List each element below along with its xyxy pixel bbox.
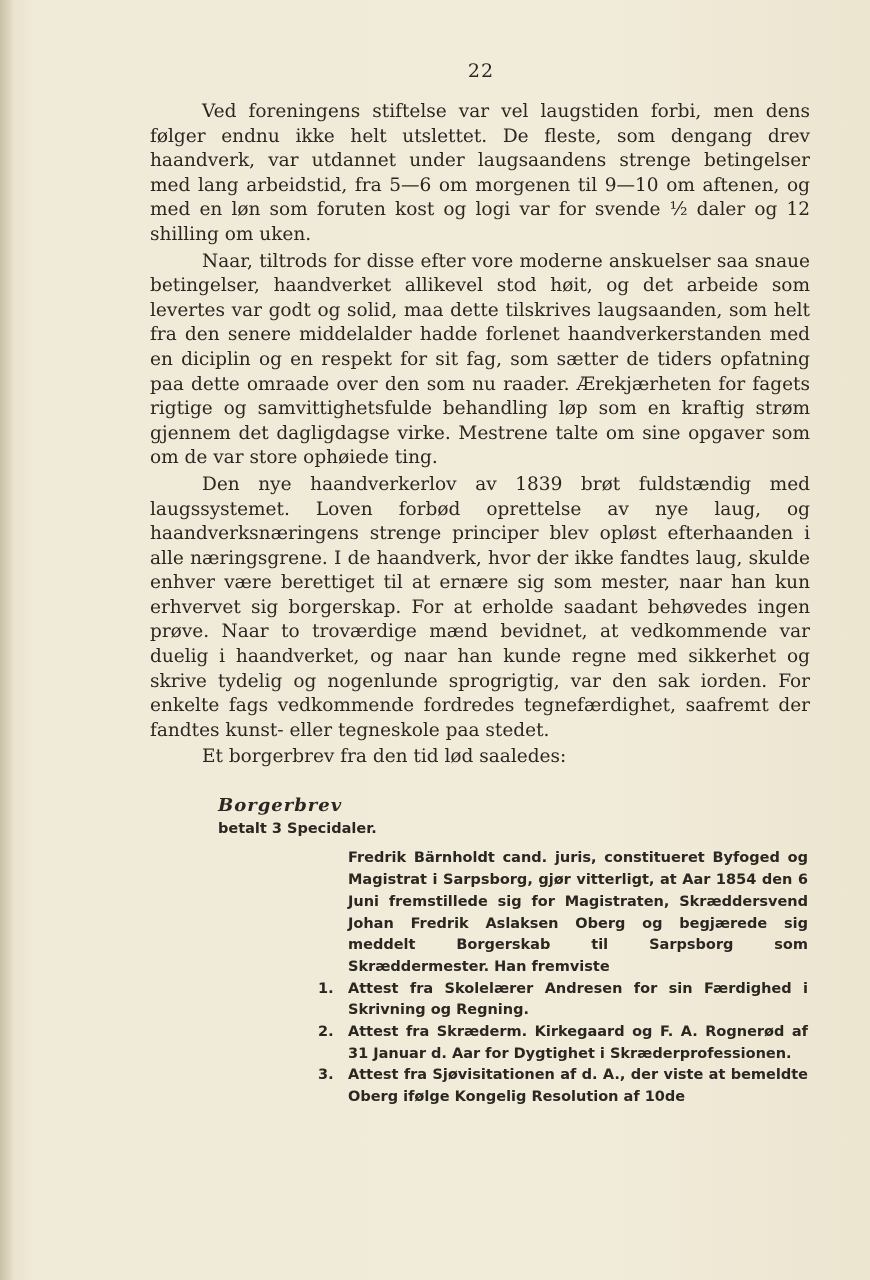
document-text: Fredrik Bärnholdt cand. juris, constitueret Byfoged og Magistrat i Sarpsborg, gjør vitterligt, at Aar 1854 den 6 Juni fremstillede sig for Magistraten, Skræddersvend Johan Fredrik Aslaksen Oberg og begjærede sig meddelt Borgerskab til Sarpsborg som Skræddermester. Han fremviste [348, 850, 808, 975]
document-title: Borgerbrev [218, 795, 343, 816]
paragraph-4: Et borgerbrev fra den tid lød saaledes: [202, 746, 567, 768]
list-item [318, 979, 808, 1022]
body-text [150, 100, 810, 770]
document-body [318, 848, 808, 1108]
attestation-list [318, 979, 808, 1109]
list-item-text: Attest fra Sjøvisitationen af d. A., der viste at bemeldte Oberg ifølge Kongelig Resolution af 10de [348, 1067, 808, 1106]
list-item-number: 2. [318, 1024, 334, 1041]
quoted-document [218, 795, 808, 1109]
binding-shadow [0, 0, 14, 1280]
paragraph-3: Den nye haandverkerlov av 1839 brøt fuldstændig med laugssystemet. Loven forbød oprettelse av nye laug, og haandverksnæringens strenge principer blev opløst efterhaanden i alle næringsgrene. I de haandverk, hvor der ikke fandtes laug, skulde enhver være berettiget til at ernære sig som mester, naar han kun erhvervet sig borgerskap. For at erholde saadant behøvedes ingen prøve. Naar to troværdige mænd bevidnet, at vedkommende var duelig i haandverket, og naar han kunde regne med sikkerhet og skrive tydelig og nogenlunde sprogrigtig, var den sak iorden. For enkelte fags vedkommende fordredes tegnefærdighet, saafremt der fandtes kunst- eller tegneskole paa stedet. [150, 473, 810, 741]
list-item [318, 1065, 808, 1108]
list-item [318, 1022, 808, 1065]
list-item-text: Attest fra Skolelærer Andresen for sin Færdighed i Skrivning og Regning. [348, 980, 808, 1019]
paragraph-2: Naar, tiltrods for disse efter vore moderne anskuelser saa snaue betingelser, haandverket allikevel stod høit, og det arbeide som levertes var godt og solid, maa dette tilskrives laugsaanden, som helt fra den senere middelalder hadde forlenet haandverkerstanden med en diciplin og en respekt for sit fag, som sætter de tiders opfatning paa dette omraade over den som nu raader. Ærekjærheten for fagets rigtige og samvittighetsfulde behandling løp som en kraftig strøm gjennem det dagligdagse virke. Mestrene talte om sine opgaver som om de var store ophøiede ting. [150, 250, 810, 469]
list-item-number: 1. [318, 980, 334, 997]
page-number: 22 [467, 60, 495, 82]
paragraph-1: Ved foreningens stiftelse var vel laugstiden forbi, men dens følger endnu ikke helt utslettet. De fleste, som dengang drev haandverk, var utdannet under laugsaandens strenge betingelser med lang arbeidstid, fra 5—6 om morgenen til 9—10 om aftenen, og med en løn som foruten kost og logi var for svende ½ daler og 12 shilling om uken. [150, 101, 810, 245]
document-subtitle: betalt 3 Specidaler. [218, 820, 377, 837]
list-item-number: 3. [318, 1067, 334, 1084]
list-item-text: Attest fra Skræderm. Kirkegaard og F. A. Rognerød af 31 Januar d. Aar for Dygtighet i Skræderprofessionen. [348, 1024, 808, 1062]
